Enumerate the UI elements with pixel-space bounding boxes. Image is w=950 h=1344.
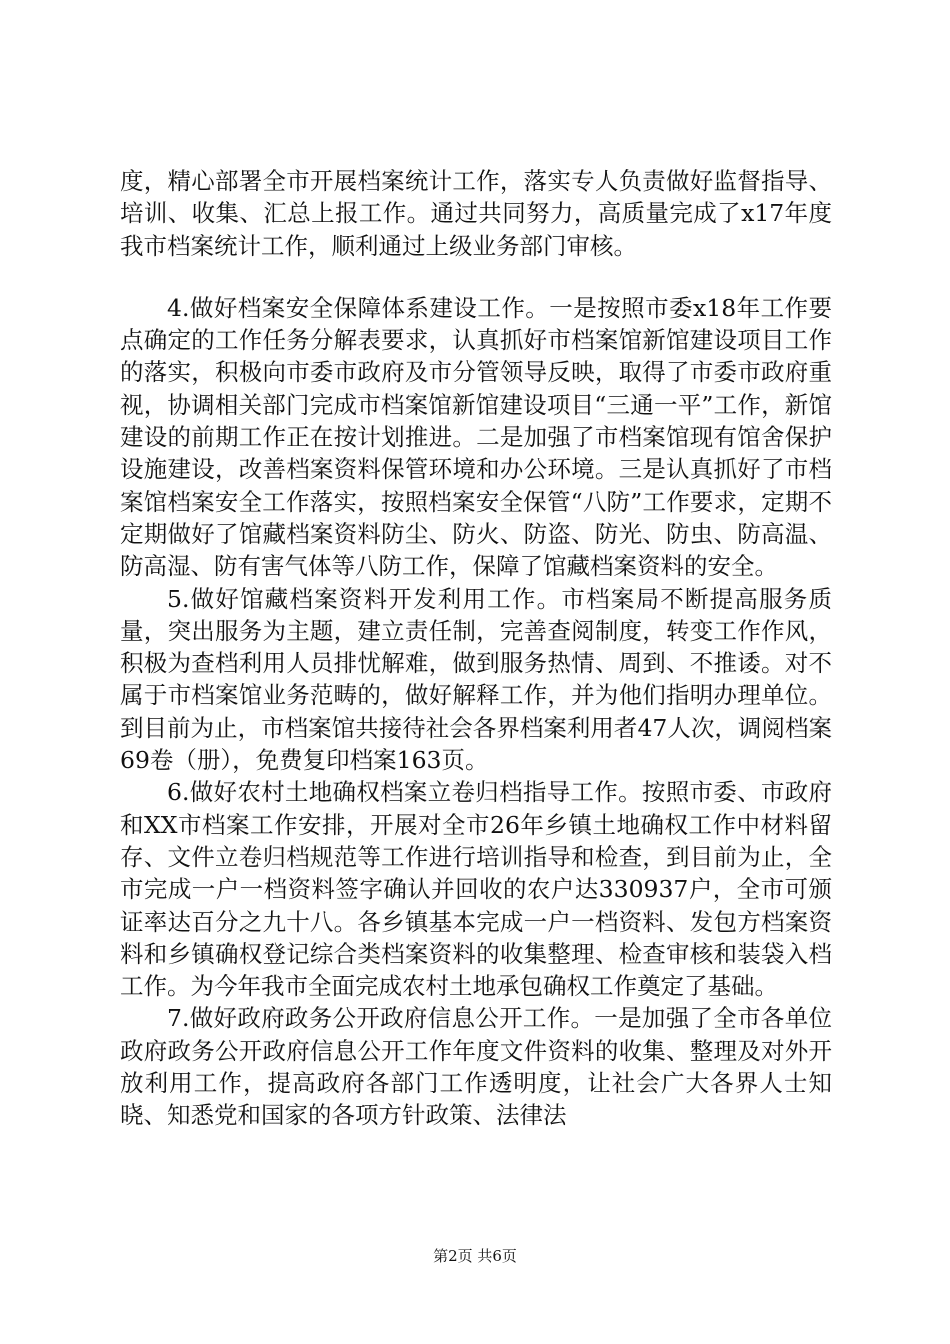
document-body xyxy=(120,165,832,1132)
page-footer: 第2页 共6页 xyxy=(433,1247,517,1265)
paragraph-item-5: 5.做好馆藏档案资料开发利用工作。市档案局不断提高服务质量，突出服务为主题，建立责任制，完善查阅制度，转变工作作风，积极为查档利用人员排忧解难，做到服务热情、周到、不推诿。对不属于市档案馆业务范畴的，做好解释工作，并为他们指明办理单位。到目前为止，市档案馆共接待社会各界档案利用者47人次，调阅档案69卷（册），免费复印档案163页。 xyxy=(120,584,832,775)
paragraph-item-7: 7.做好政府政务公开政府信息公开工作。一是加强了全市各单位政府政务公开政府信息公开工作年度文件资料的收集、整理及对外开放利用工作，提高政府各部门工作透明度，让社会广大各界人士知晓、知悉党和国家的各项方针政策、法律法 xyxy=(120,1004,832,1130)
paragraph-item-6: 6.做好农村土地确权档案立卷归档指导工作。按照市委、市政府和XX市档案工作安排，开展对全市26年乡镇土地确权工作中材料留存、文件立卷归档规范等工作进行培训指导和检查，到目前为止，全市完成一户一档资料签字确认并回收的农户达330937户，全市可颁证率达百分之九十八。各乡镇基本完成一户一档资料、发包方档案资料和乡镇确权登记综合类档案资料的收集整理、检查审核和装袋入档工作。为今年我市全面完成农村土地承包确权工作奠定了基础。 xyxy=(120,778,832,1001)
paragraph-gap xyxy=(120,262,832,292)
paragraph-item-4: 4.做好档案安全保障体系建设工作。一是按照市委x18年工作要点确定的工作任务分解表要求，认真抓好市档案馆新馆建设项目工作的落实，积极向市委市政府及市分管领导反映，取得了市委市政府重视，协调相关部门完成市档案馆新馆建设项目“三通一平”工作，新馆建设的前期工作正在按计划推进。二是加强了市档案馆现有馆舍保护设施建设，改善档案资料保管环境和办公环境。三是认真抓好了市档案馆档案安全工作落实，按照档案安全保管“八防”工作要求，定期不定期做好了馆藏档案资料防尘、防火、防盗、防光、防虫、防高温、防高湿、防有害气体等八防工作，保障了馆藏档案资料的安全。 xyxy=(120,293,832,581)
paragraph-continuation: 度，精心部署全市开展档案统计工作，落实专人负责做好监督指导、培训、收集、汇总上报工作。通过共同努力，高质量完成了x17年度我市档案统计工作，顺利通过上级业务部门审核。 xyxy=(120,167,832,260)
